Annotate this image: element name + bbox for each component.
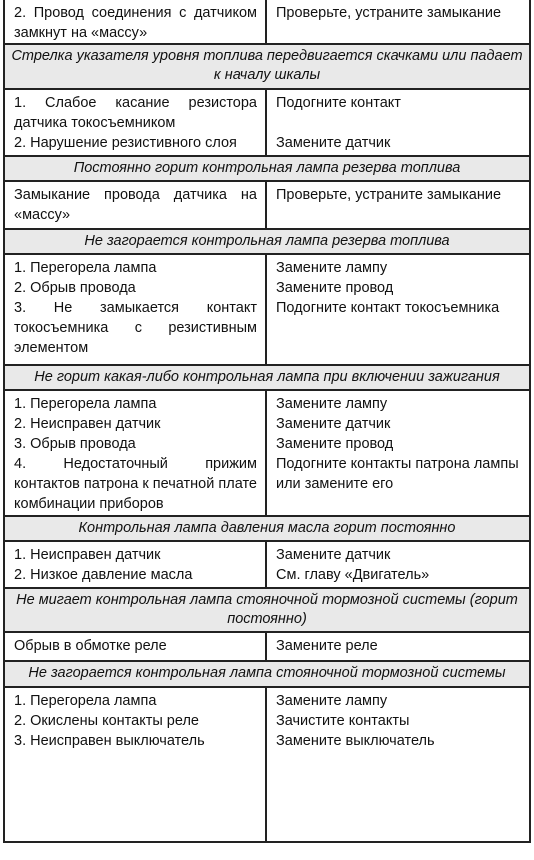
remedy-item: Замените датчик (276, 547, 391, 563)
cause-item: 3. Не замыкается контакт токосъемника с резистивным элементом (14, 300, 257, 356)
remedy-item: Замените реле (276, 638, 378, 654)
cause-item: Замыкание провода датчика на «массу» (14, 187, 257, 223)
cause-cell (5, 391, 267, 515)
section-header: Постоянно горит контрольная лампа резерва топлива (3, 157, 531, 182)
section-header: Не горит какая-либо контрольная лампа при включении зажигания (3, 366, 531, 391)
cause-item: 2. Провод соединения с датчиком замкнут на «массу» (14, 5, 257, 41)
table-row (3, 0, 531, 45)
remedy-cell (267, 255, 529, 364)
cause-item: 1. Слабое касание резистора датчика токосъемником (14, 95, 257, 131)
remedy-item: Подогните контакты патрона лампы или замените его (276, 456, 519, 492)
remedy-item: Замените лампу (276, 693, 388, 709)
remedy-cell (267, 633, 529, 660)
remedy-item: Замените лампу (276, 260, 388, 276)
cause-cell (5, 255, 267, 364)
remedy-cell (267, 0, 529, 43)
cause-cell (5, 0, 267, 43)
cause-item: Обрыв в обмотке реле (14, 638, 167, 654)
table-row (3, 542, 531, 589)
cause-cell (5, 688, 267, 841)
remedy-item: Проверьте, устраните замыкание (276, 187, 502, 203)
cause-item: 1. Перегорела лампа (14, 396, 157, 412)
cause-item: 2. Обрыв провода (14, 280, 136, 296)
remedy-cell (267, 391, 529, 515)
table-row (3, 182, 531, 230)
cause-item: 2. Нарушение резистивного слоя (14, 135, 237, 151)
table-row (3, 255, 531, 366)
cause-item: 3. Обрыв провода (14, 436, 136, 452)
section-header: Стрелка указателя уровня топлива передвигается скачками или падает к началу шкалы (3, 45, 531, 90)
table-row (3, 391, 531, 517)
table-row (3, 90, 531, 157)
table-row (3, 688, 531, 843)
cause-item: 1. Перегорела лампа (14, 260, 157, 276)
cause-cell (5, 90, 267, 155)
section-header: Не загорается контрольная лампа стояночной тормозной системы (3, 662, 531, 688)
cause-item: 2. Окислены контакты реле (14, 713, 199, 729)
section-header: Не загорается контрольная лампа резерва топлива (3, 230, 531, 255)
remedy-cell (267, 182, 529, 228)
remedy-item: Замените датчик (276, 135, 391, 151)
cause-cell (5, 633, 267, 660)
remedy-cell (267, 90, 529, 155)
cause-item: 1. Неисправен датчик (14, 547, 161, 563)
cause-item: 2. Неисправен датчик (14, 416, 161, 432)
troubleshooting-table (3, 0, 531, 843)
section-header: Не мигает контрольная лампа стояночной тормозной системы (горит постоянно) (3, 589, 531, 633)
cause-item: 4. Недостаточный прижим контактов патрона к печатной плате комбинации приборов (14, 456, 257, 512)
remedy-item: Зачистите контакты (276, 713, 410, 729)
remedy-item: Подогните контакт (276, 95, 401, 111)
cause-item: 1. Перегорела лампа (14, 693, 157, 709)
remedy-item: Замените провод (276, 436, 394, 452)
section-header: Контрольная лампа давления масла горит постоянно (3, 517, 531, 542)
remedy-item: Замените датчик (276, 416, 391, 432)
remedy-item: Замените лампу (276, 396, 388, 412)
remedy-item: Замените выключатель (276, 733, 435, 749)
cause-item: 3. Неисправен выключатель (14, 733, 205, 749)
cause-cell (5, 182, 267, 228)
remedy-item: См. главу «Двигатель» (276, 567, 430, 583)
cause-item: 2. Низкое давление масла (14, 567, 193, 583)
remedy-item: Подогните контакт токосъемника (276, 300, 500, 316)
remedy-item: Проверьте, устраните замыкание (276, 5, 502, 21)
cause-cell (5, 542, 267, 587)
remedy-item: Замените провод (276, 280, 394, 296)
remedy-cell (267, 542, 529, 587)
remedy-cell (267, 688, 529, 841)
table-row (3, 633, 531, 662)
